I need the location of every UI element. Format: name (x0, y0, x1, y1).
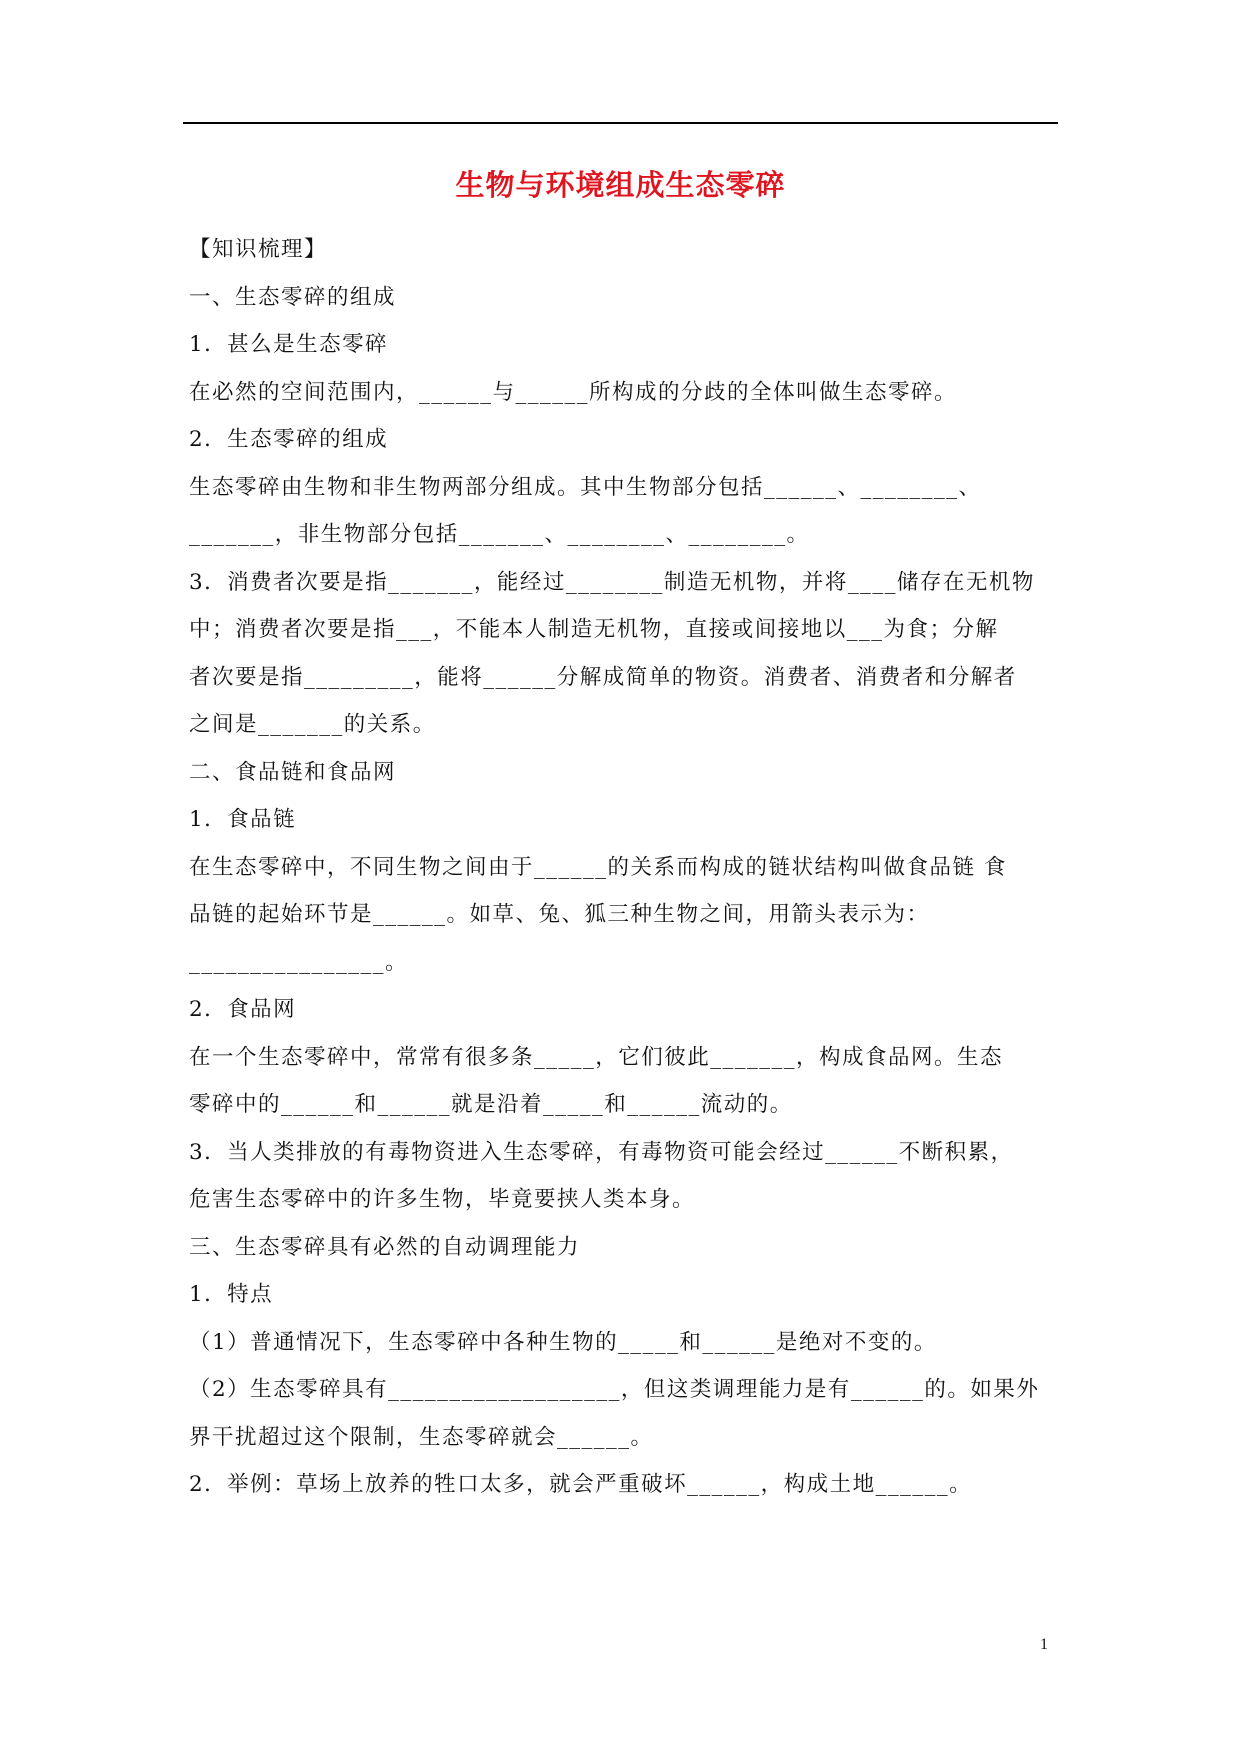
text-line: 者次要是指_________，能将______分解成简单的物资。消费者、消费者和分解者 (189, 664, 1017, 690)
text-line: _______，非生物部分包括_______、________、________。 (189, 522, 810, 547)
document-body (189, 226, 1069, 1509)
text-line: 2．举例：草场上放养的牲口太多，就会严重破坏______，构成土地______。 (189, 1472, 973, 1497)
text-line: 之间是_______的关系。 (189, 712, 436, 737)
page-number: 1 (1040, 1636, 1048, 1653)
section-heading: 二、食品链和食品网 (189, 759, 397, 785)
text-line: ________________。 (189, 949, 409, 975)
text-line: 在必然的空间范围内，______与______所构成的分歧的全体叫做生态零碎。 (189, 379, 958, 405)
text-line: 危害生态零碎中的许多生物，毕竟要挟人类本身。 (189, 1187, 696, 1212)
text-line: （2）生态零碎具有___________________，但这类调理能力是有______的。如果外 (189, 1377, 1040, 1402)
text-line: 生态零碎由生物和非生物两部分组成。其中生物部分包括______、________、 (189, 474, 982, 500)
subsection-heading: 1．特点 (189, 1282, 274, 1307)
text-line: 在一个生态零碎中，常常有很多条_____，它们彼此_______，构成食品网。生态 (189, 1044, 1004, 1070)
section-heading: 三、生态零碎具有必然的自动调理能力 (189, 1234, 581, 1260)
text-line: 零碎中的______和______就是沿着_____和______流动的。 (189, 1092, 793, 1117)
section-heading: 【知识梳理】 (189, 237, 328, 262)
header-rule (183, 122, 1058, 124)
text-line: 界干扰超过这个限制，生态零碎就会______。 (189, 1424, 654, 1450)
text-line: （1）普通情况下，生态零碎中各种生物的_____和______是绝对不变的。 (189, 1329, 937, 1355)
text-line: 在生态零碎中，不同生物之间由于______的关系而构成的链状结构叫做食品链 食 (189, 854, 1007, 880)
subsection-heading: 1．食品链 (189, 807, 297, 832)
text-line: 品链的起始环节是______。如草、兔、狐三种生物之间，用箭头表示为： (189, 902, 930, 927)
text-line: 中；消费者次要是指___，不能本人制造无机物，直接或间接地以___为食；分解 (189, 617, 999, 642)
document-title: 生物与环境组成生态零碎 (455, 168, 786, 202)
subsection-heading: 2．食品网 (189, 997, 297, 1022)
section-heading: 一、生态零碎的组成 (189, 284, 397, 310)
text-line: 3．消费者次要是指_______，能经过________制造无机物，并将____储存在无机物 (189, 569, 1035, 595)
subsection-heading: 1．甚么是生态零碎 (189, 332, 389, 357)
text-line: 3．当人类排放的有毒物资进入生态零碎，有毒物资可能会经过______不断积累， (189, 1139, 1014, 1165)
subsection-heading: 2．生态零碎的组成 (189, 427, 389, 452)
